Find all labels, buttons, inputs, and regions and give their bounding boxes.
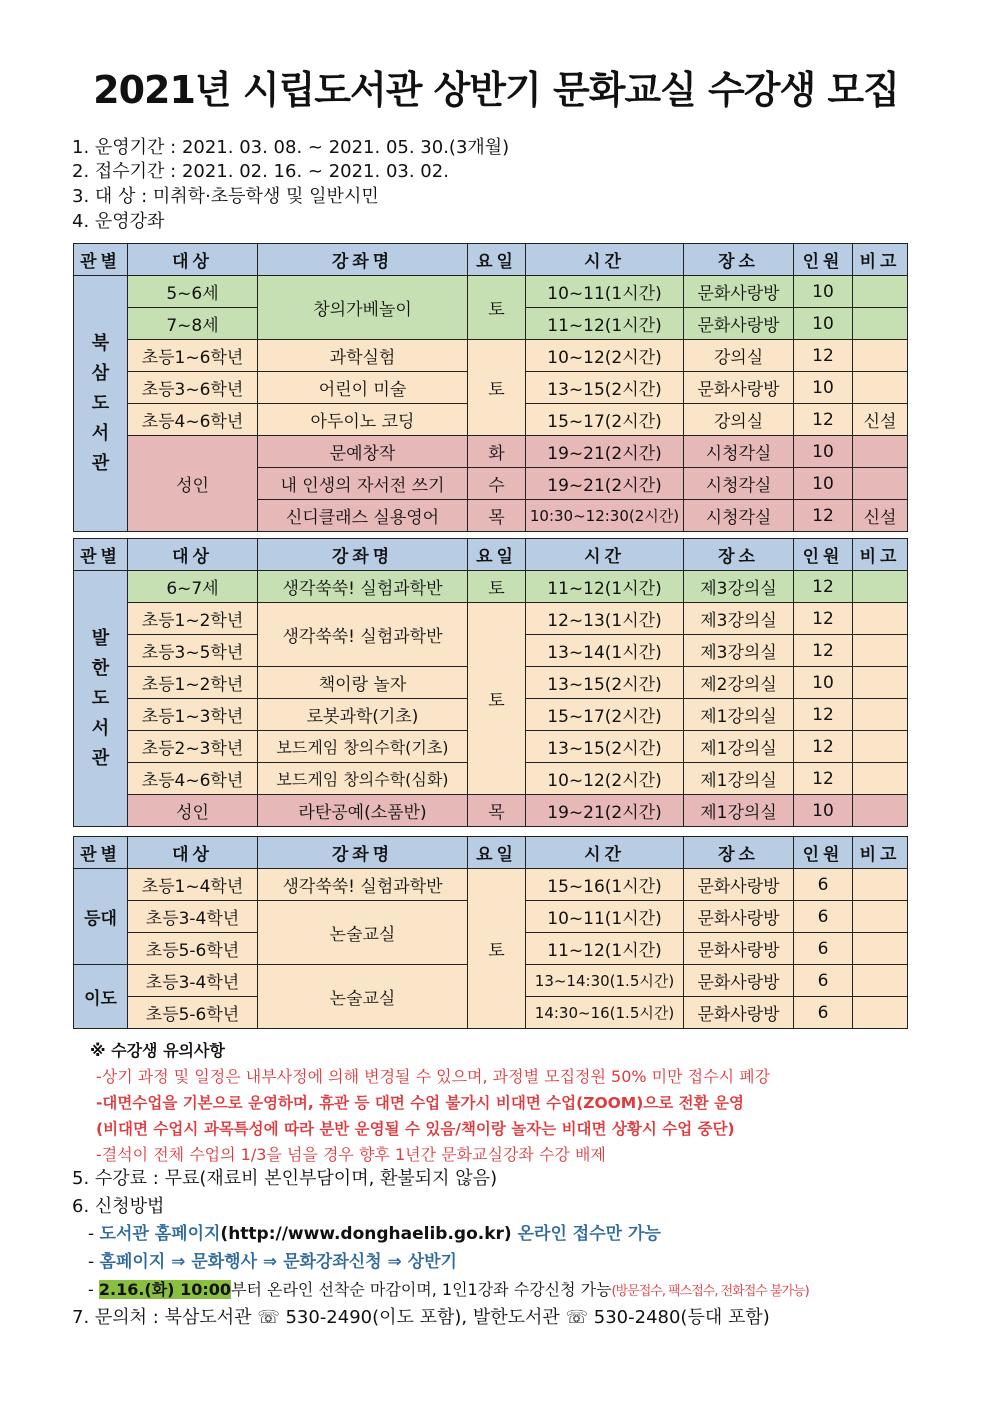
target-cell: 초등1~6학년 — [128, 340, 258, 372]
course-cell: 내 인생의 자서전 쓰기 — [258, 468, 468, 500]
table-row — [74, 869, 908, 901]
course-cell: 보드게임 창의수학(기초) — [258, 731, 468, 763]
course-cell: 창의가베놀이 — [258, 276, 468, 340]
notes-section — [88, 1038, 770, 1168]
note-cell — [853, 869, 908, 901]
note-cell — [853, 603, 908, 635]
capacity-cell: 12 — [794, 340, 853, 372]
time-cell: 13~15(2시간) — [526, 667, 684, 699]
target-cell: 초등3-4학년 — [128, 901, 258, 933]
target-cell: 초등1~2학년 — [128, 667, 258, 699]
capacity-cell: 6 — [794, 933, 853, 965]
library-name: 이도 — [74, 965, 128, 1029]
note-cell — [853, 436, 908, 468]
library-name: 등대 — [74, 869, 128, 965]
time-cell: 14:30~16(1.5시간) — [526, 997, 684, 1029]
bugsam-table — [73, 243, 908, 532]
note-cell — [853, 571, 908, 603]
day-cell: 토 — [468, 869, 526, 1029]
contact-line: 7. 문의처 : 북삼도서관 ☏ 530-2490(이도 포함), 발한도서관 ☏ 530-2480(등대 포함) — [72, 1307, 770, 1328]
place-cell: 제3강의실 — [684, 603, 794, 635]
time-cell: 10~12(2시간) — [526, 340, 684, 372]
course-cell: 논술교실 — [258, 965, 468, 1029]
target-cell: 초등3-4학년 — [128, 965, 258, 997]
time-cell: 11~12(1시간) — [526, 308, 684, 340]
library-name: 북삼도서관 — [74, 276, 128, 532]
capacity-cell: 6 — [794, 965, 853, 997]
course-cell: 신디클래스 실용영어 — [258, 500, 468, 532]
place-cell: 문화사랑방 — [684, 901, 794, 933]
place-cell: 제3강의실 — [684, 635, 794, 667]
apply-title: 6. 신청방법 — [72, 1196, 165, 1217]
table-row — [74, 436, 908, 468]
note-cell — [853, 699, 908, 731]
header-time: 시간 — [526, 837, 684, 869]
header-place: 장소 — [684, 539, 794, 571]
place-cell: 시청각실 — [684, 468, 794, 500]
table-row — [74, 276, 908, 308]
place-cell: 문화사랑방 — [684, 997, 794, 1029]
time-cell: 19~21(2시간) — [526, 436, 684, 468]
capacity-cell: 10 — [794, 276, 853, 308]
header-day: 요일 — [468, 244, 526, 276]
course-cell: 라탄공예(소품반) — [258, 795, 468, 827]
course-cell: 책이랑 놀자 — [258, 667, 468, 699]
header-time: 시간 — [526, 539, 684, 571]
header-capacity: 인원 — [794, 539, 853, 571]
header-time: 시간 — [526, 244, 684, 276]
header-course: 강좌명 — [258, 837, 468, 869]
course-cell: 생각쑥쑥! 실험과학반 — [258, 571, 468, 603]
note-cell — [853, 468, 908, 500]
place-cell: 제2강의실 — [684, 667, 794, 699]
place-cell: 문화사랑방 — [684, 933, 794, 965]
day-cell: 토 — [468, 340, 526, 436]
note-cell — [853, 667, 908, 699]
capacity-cell: 10 — [794, 436, 853, 468]
capacity-cell: 12 — [794, 635, 853, 667]
header-course: 강좌명 — [258, 244, 468, 276]
homepage-url[interactable]: (http://www.donghaelib.go.kr) — [220, 1224, 512, 1244]
note-cell: 신설 — [853, 500, 908, 532]
target-cell: 초등1~4학년 — [128, 869, 258, 901]
capacity-cell: 12 — [794, 603, 853, 635]
time-cell: 11~12(1시간) — [526, 933, 684, 965]
header-note: 비고 — [853, 244, 908, 276]
target-cell: 초등1~3학년 — [128, 699, 258, 731]
header-target: 대상 — [128, 837, 258, 869]
capacity-cell: 12 — [794, 404, 853, 436]
header-place: 장소 — [684, 837, 794, 869]
place-cell: 시청각실 — [684, 436, 794, 468]
target-cell: 초등1~2학년 — [128, 603, 258, 635]
header-lib: 관별 — [74, 244, 128, 276]
course-cell: 어린이 미술 — [258, 372, 468, 404]
header-note: 비고 — [853, 837, 908, 869]
place-cell: 제1강의실 — [684, 731, 794, 763]
time-cell: 13~14(1시간) — [526, 635, 684, 667]
place-cell: 문화사랑방 — [684, 308, 794, 340]
course-cell: 생각쑥쑥! 실험과학반 — [258, 603, 468, 667]
target-cell: 성인 — [128, 436, 258, 532]
time-cell: 13~15(2시간) — [526, 372, 684, 404]
place-cell: 제1강의실 — [684, 763, 794, 795]
time-cell: 15~17(2시간) — [526, 699, 684, 731]
note-item: (비대면 수업시 과목특성에 따라 분반 운영될 수 있음/책이랑 놀자는 비대면 상황시 수업 중단) — [96, 1120, 735, 1138]
table-row — [74, 571, 908, 603]
table-header — [74, 244, 908, 276]
header-capacity: 인원 — [794, 837, 853, 869]
note-cell — [853, 372, 908, 404]
place-cell: 제1강의실 — [684, 699, 794, 731]
capacity-cell: 6 — [794, 869, 853, 901]
target-cell: 성인 — [128, 795, 258, 827]
info-target: 3. 대 상 : 미취학·초등학생 및 일반시민 — [72, 186, 379, 207]
time-cell: 10:30~12:30(2시간) — [526, 500, 684, 532]
course-cell: 생각쑥쑥! 실험과학반 — [258, 869, 468, 901]
note-item: -상기 과정 및 일정은 내부사정에 의해 변경될 수 있으며, 과정별 모집정원 50% 미만 접수시 폐강 — [96, 1067, 771, 1086]
balhan-table — [73, 538, 908, 827]
apply-line-1 — [88, 1221, 661, 1247]
time-cell: 10~11(1시간) — [526, 276, 684, 308]
fee-line: 5. 수강료 : 무료(재료비 본인부담이며, 환불되지 않음) — [72, 1168, 498, 1189]
capacity-cell: 10 — [794, 308, 853, 340]
time-cell: 10~12(2시간) — [526, 763, 684, 795]
time-cell: 13~14:30(1.5시간) — [526, 965, 684, 997]
note-item: -대면수업을 기본으로 운영하며, 휴관 등 대면 수업 불가시 비대면 수업(ZOOM)으로 전환 운영 — [96, 1094, 744, 1112]
header-note: 비고 — [853, 539, 908, 571]
apply-restriction: (방문접수, 팩스접수, 전화접수 불가능) — [611, 1284, 809, 1299]
day-cell: 토 — [468, 571, 526, 603]
day-cell: 화 — [468, 436, 526, 468]
note-cell — [853, 763, 908, 795]
time-cell: 12~13(1시간) — [526, 603, 684, 635]
capacity-cell: 12 — [794, 763, 853, 795]
capacity-cell: 10 — [794, 468, 853, 500]
target-cell: 7~8세 — [128, 308, 258, 340]
place-cell: 제1강의실 — [684, 795, 794, 827]
header-lib: 관별 — [74, 837, 128, 869]
day-cell: 토 — [468, 276, 526, 340]
place-cell: 강의실 — [684, 404, 794, 436]
header-capacity: 인원 — [794, 244, 853, 276]
capacity-cell: 6 — [794, 997, 853, 1029]
header-place: 장소 — [684, 244, 794, 276]
table-row — [74, 603, 908, 635]
note-cell — [853, 901, 908, 933]
homepage-label: 도서관 홈페이지 — [99, 1224, 221, 1244]
page-title: 2021년 시립도서관 상반기 문화교실 수강생 모집 — [93, 68, 899, 112]
note-cell — [853, 997, 908, 1029]
target-cell: 초등4~6학년 — [128, 763, 258, 795]
apply-line-2 — [88, 1249, 457, 1275]
time-cell: 13~15(2시간) — [526, 731, 684, 763]
dash: - — [88, 1224, 100, 1244]
notes-title: ※ 수강생 유의사항 — [90, 1041, 225, 1060]
dash: - — [88, 1280, 99, 1299]
course-cell: 문예창작 — [258, 436, 468, 468]
course-cell: 과학실험 — [258, 340, 468, 372]
target-cell: 초등3~6학년 — [128, 372, 258, 404]
place-cell: 문화사랑방 — [684, 372, 794, 404]
dash: - — [88, 1252, 100, 1272]
online-only: 온라인 접수만 가능 — [511, 1224, 661, 1244]
capacity-cell: 10 — [794, 795, 853, 827]
capacity-cell: 10 — [794, 372, 853, 404]
note-cell — [853, 635, 908, 667]
note-cell — [853, 965, 908, 997]
place-cell: 제3강의실 — [684, 571, 794, 603]
place-cell: 강의실 — [684, 340, 794, 372]
target-cell: 초등4~6학년 — [128, 404, 258, 436]
apply-line-3 — [88, 1277, 809, 1305]
capacity-cell: 12 — [794, 571, 853, 603]
table-header — [74, 837, 908, 869]
capacity-cell: 12 — [794, 500, 853, 532]
capacity-cell: 10 — [794, 667, 853, 699]
table-row — [74, 795, 908, 827]
capacity-cell: 12 — [794, 699, 853, 731]
header-day: 요일 — [468, 539, 526, 571]
time-cell: 15~17(2시간) — [526, 404, 684, 436]
note-item: -결석이 전체 수업의 1/3을 넘을 경우 향후 1년간 문화교실강좌 수강 배제 — [96, 1145, 606, 1164]
course-cell: 로봇과학(기초) — [258, 699, 468, 731]
info-courses: 4. 운영강좌 — [72, 211, 165, 232]
time-cell: 10~11(1시간) — [526, 901, 684, 933]
time-cell: 19~21(2시간) — [526, 468, 684, 500]
table-row — [74, 340, 908, 372]
capacity-cell: 12 — [794, 731, 853, 763]
header-lib: 관별 — [74, 539, 128, 571]
course-cell: 아두이노 코딩 — [258, 404, 468, 436]
table-header — [74, 539, 908, 571]
header-target: 대상 — [128, 539, 258, 571]
header-target: 대상 — [128, 244, 258, 276]
apply-text: 부터 온라인 선착순 마감이며, 1인1강좌 수강신청 가능 — [231, 1280, 612, 1299]
day-cell: 토 — [468, 603, 526, 795]
note-cell — [853, 731, 908, 763]
place-cell: 문화사랑방 — [684, 276, 794, 308]
time-cell: 11~12(1시간) — [526, 571, 684, 603]
place-cell: 문화사랑방 — [684, 965, 794, 997]
info-reception: 2. 접수기간 : 2021. 02. 16. ~ 2021. 03. 02. — [72, 161, 449, 182]
menu-path: 홈페이지 ⇒ 문화행사 ⇒ 문화강좌신청 ⇒ 상반기 — [99, 1252, 457, 1272]
target-cell: 6~7세 — [128, 571, 258, 603]
capacity-cell: 6 — [794, 901, 853, 933]
place-cell: 문화사랑방 — [684, 869, 794, 901]
info-period: 1. 운영기간 : 2021. 03. 08. ~ 2021. 05. 30.(3개월) — [72, 137, 510, 158]
day-cell: 목 — [468, 795, 526, 827]
course-cell: 보드게임 창의수학(심화) — [258, 763, 468, 795]
note-cell: 신설 — [853, 404, 908, 436]
note-cell — [853, 276, 908, 308]
library-name: 발한도서관 — [74, 571, 128, 827]
day-cell: 목 — [468, 500, 526, 532]
time-cell: 15~16(1시간) — [526, 869, 684, 901]
place-cell: 시청각실 — [684, 500, 794, 532]
header-day: 요일 — [468, 837, 526, 869]
day-cell: 수 — [468, 468, 526, 500]
target-cell: 초등5-6학년 — [128, 997, 258, 1029]
target-cell: 5~6세 — [128, 276, 258, 308]
header-course: 강좌명 — [258, 539, 468, 571]
target-cell: 초등3~5학년 — [128, 635, 258, 667]
note-cell — [853, 933, 908, 965]
deungdae-ido-table — [73, 836, 908, 1029]
target-cell: 초등5-6학년 — [128, 933, 258, 965]
note-cell — [853, 340, 908, 372]
target-cell: 초등2~3학년 — [128, 731, 258, 763]
course-cell: 논술교실 — [258, 901, 468, 965]
time-cell: 19~21(2시간) — [526, 795, 684, 827]
note-cell — [853, 308, 908, 340]
note-cell — [853, 795, 908, 827]
start-datetime: 2.16.(화) 10:00 — [98, 1280, 231, 1299]
